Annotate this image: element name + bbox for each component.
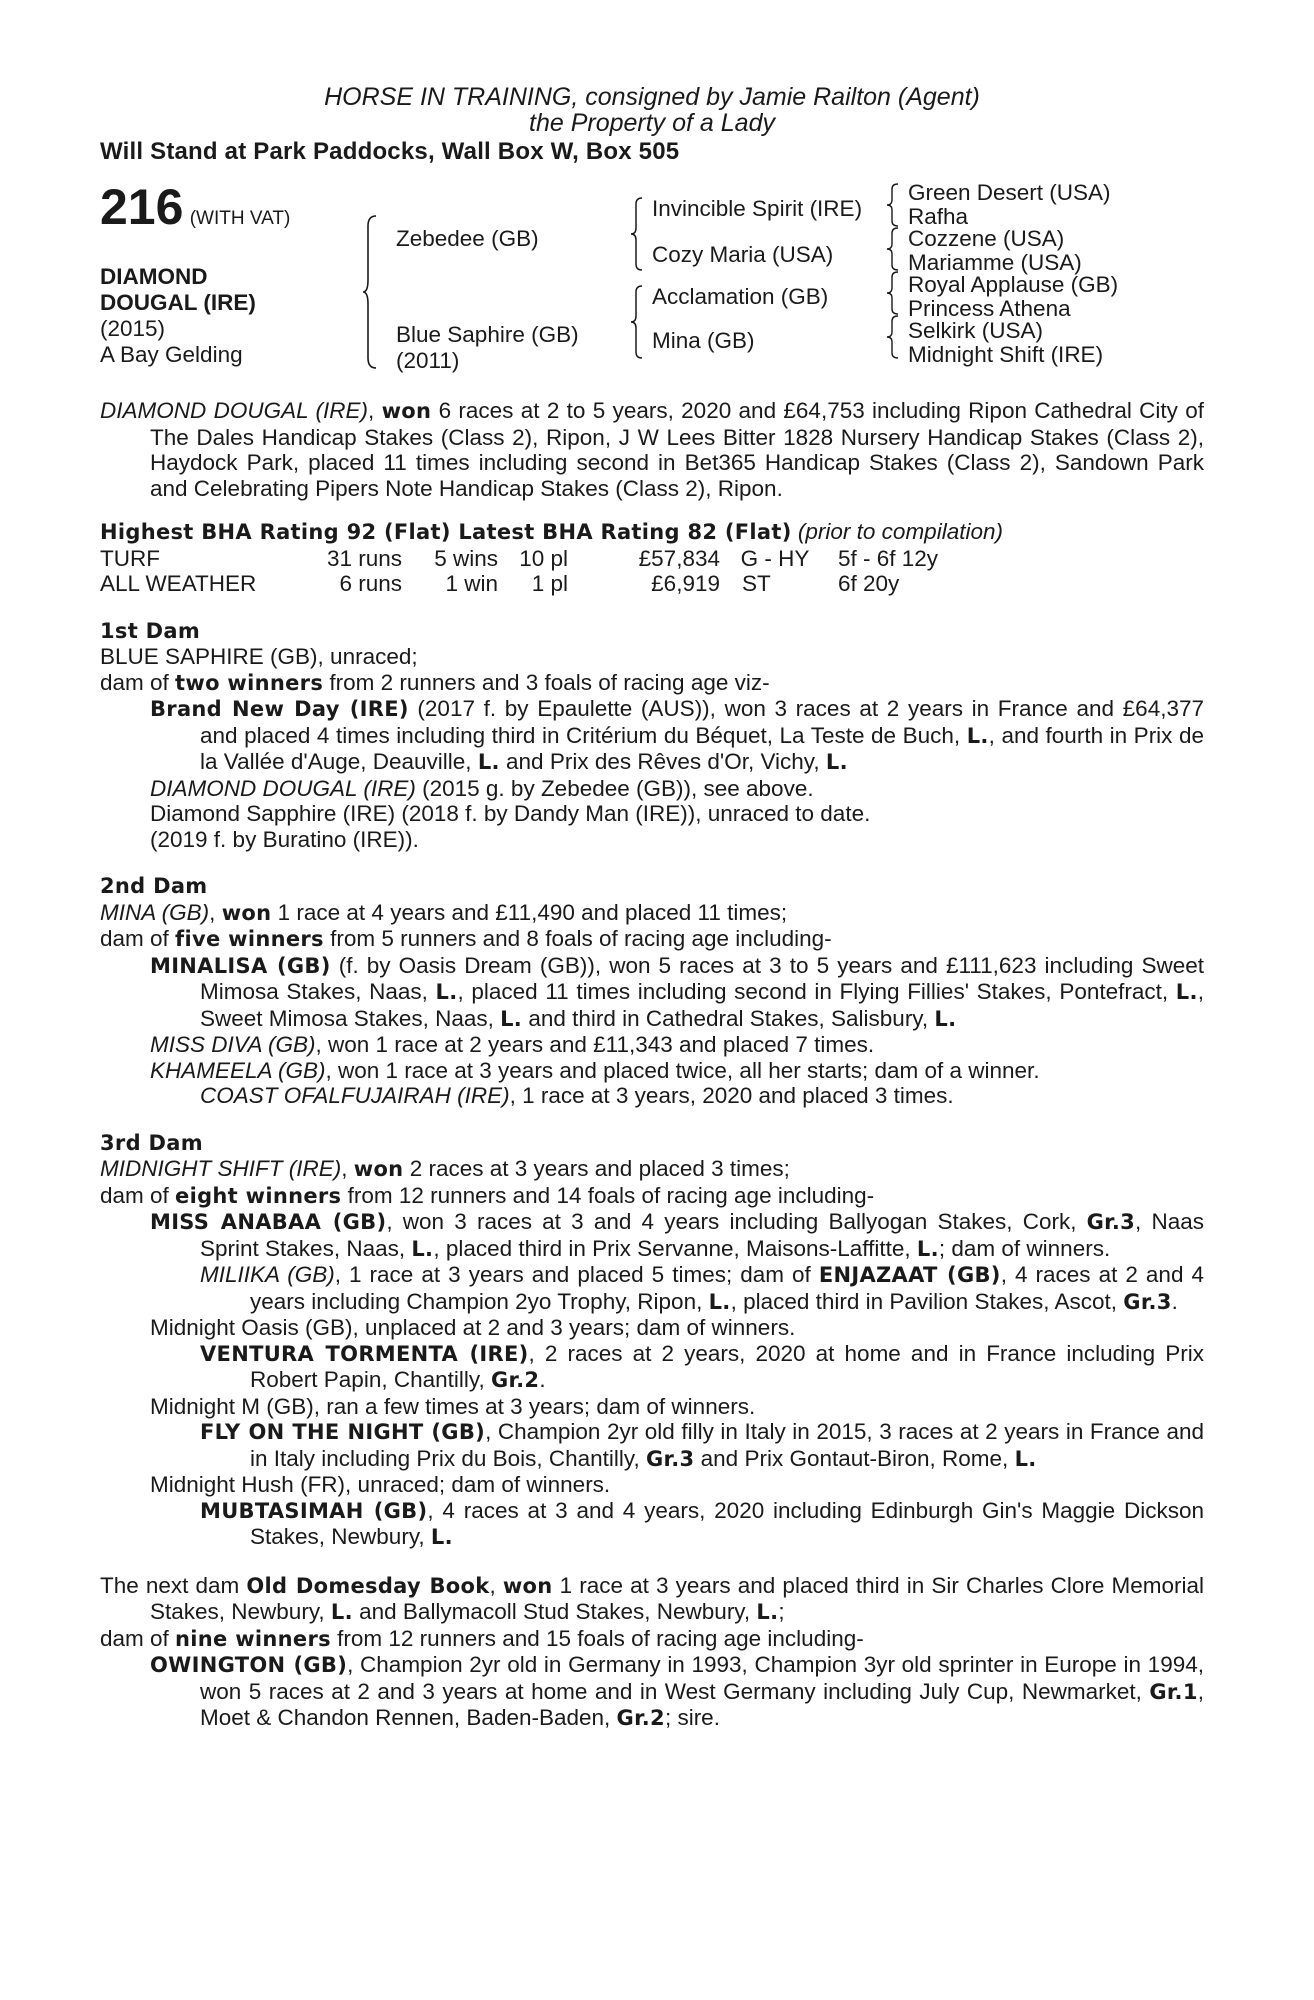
produce-coast-ofalfujairah: COAST OFALFUJAIRAH (IRE), 1 race at 3 years, 2020 and placed 3 times.	[200, 1083, 954, 1108]
produce-midnight-oasis: Midnight Oasis (GB), unplaced at 2 and 3 years; dam of winners.	[150, 1315, 796, 1340]
dam-dam: Mina (GB)	[652, 328, 755, 353]
produce-owington: OWINGTON (GB), Champion 2yr old in Germany in 1993, Champion 3yr old sprinter in Europe in 1994, won 5 races at 2 and 3 years at home and in West Germany including July Cup, Newmarket, Gr.1, Moet & Chandon Rennen, Baden-Baden, Gr.2; sire.	[150, 1652, 1204, 1730]
vat-label: (WITH VAT)	[189, 208, 291, 229]
sire-brace	[630, 196, 644, 272]
first-dam-heading: 1st Dam	[100, 618, 201, 643]
brace-3d	[886, 314, 900, 360]
dam-brace	[630, 284, 644, 360]
produce-midnight-m: Midnight M (GB), ran a few times at 3 years; dam of winners.	[150, 1393, 756, 1419]
third-dam-section: 3rd Dam MIDNIGHT SHIFT (IRE), won 2 races at 3 years and placed 3 times; dam of eight winners from 12 runners and 14 foals of racing age including- MISS ANABAA (GB), won 3 races at 3 and 4 years including Ballyogan Stakes, Cork, Gr.3, Naas Sprint Stakes, Naas, L., placed third in Prix Servanne, Maisons-Laffitte, L.; dam of winners. MILIIKA (GB), 1 race at 3 years and placed 5 times; dam of ENJAZAAT (GB), 4 races at 2 and 4 years including Champion 2yo Trophy, Ripon, L., placed third in Pavilion Stakes, Ascot, Gr.3. Midnight Oasis (GB), unplaced at 2 and 3 years; dam of winners. VENTURA TORMENTA (IRE), 2 races at 2 years, 2020 at home and in France including Prix Robert Papin, Chantilly, Gr.2. Midnight M (GB), ran a few times at 3 years; dam of winners. FLY ON THE NIGHT (GB), Champion 2yr old filly in Italy in 2015, 3 races at 2 years in France and in Italy including Prix du Bois, Chantilly, Gr.3 and Prix Gontaut-Biron, Rome, L. Midnight Hush (FR), unraced; dam of winners. MUBTASIMAH (GB), 4 races at 3 and 4 years, 2020 including Edinburgh Gin's Maggie Dickson Stakes, Newbury, L.	[100, 1130, 1204, 1549]
property-line: the Property of a Lady	[529, 109, 775, 137]
produce-diamond-dougal: DIAMOND DOUGAL (IRE) (2015 g. by Zebedee (GB)), see above.	[150, 775, 814, 801]
horse-description: A Bay Gelding	[100, 342, 243, 367]
second-dam-section: 2nd Dam MINA (GB), won 1 race at 4 years and £11,490 and placed 11 times; dam of five winners from 5 runners and 8 foals of racing age including- MINALISA (GB) (f. by Oasis Dream (GB)), won 5 races at 3 to 5 years and £111,623 including Sweet Mimosa Stakes, Naas, L., placed 11 times including second in Flying Fillies' Stakes, Pontefract, L., Sweet Mimosa Stakes, Naas, L. and third in Cathedral Stakes, Salisbury, L. MISS DIVA (GB), won 1 race at 2 years and £11,343 and placed 7 times. KHAMEELA (GB), won 1 race at 3 years and placed twice, all her starts; dam of a winner. COAST OFALFUJAIRAH (IRE), 1 race at 3 years, 2020 and placed 3 times.	[100, 874, 1204, 1108]
ped-green-desert: Green Desert (USA)	[908, 180, 1111, 205]
ratings-block	[100, 519, 1204, 597]
stats-table	[100, 546, 938, 597]
produce-minalisa: MINALISA (GB) (f. by Oasis Dream (GB)), won 5 races at 3 to 5 years and £111,623 including Sweet Mimosa Stakes, Naas, L., placed 11 times including second in Flying Fillies' Stakes, Pontefract, L., Sweet Mimosa Stakes, Naas, L. and third in Cathedral Stakes, Salisbury, L.	[150, 952, 1204, 1031]
stats-row-turf: TURF 31 runs 5 wins 10 pl £57,834 G - HY 5f - 6f 12y	[100, 545, 939, 571]
ped-cozzene: Cozzene (USA)	[908, 226, 1065, 251]
brace-3b	[886, 226, 900, 272]
ped-royal-applause: Royal Applause (GB)	[908, 272, 1119, 297]
produce-miliika: MILIIKA (GB), 1 race at 3 years and placed 5 times; dam of ENJAZAAT (GB), 4 races at 2 and 4 years including Champion 2yo Trophy, Ripon, L., placed third in Pavilion Stakes, Ascot, Gr.3.	[200, 1262, 1204, 1314]
consignment-line: HORSE IN TRAINING, consigned by Jamie Railton (Agent)	[324, 83, 980, 111]
produce-mubtasimah: MUBTASIMAH (GB), 4 races at 3 and 4 years, 2020 including Edinburgh Gin's Maggie Dickson Stakes, Newbury, L.	[200, 1497, 1204, 1549]
ped-midnight-shift: Midnight Shift (IRE)	[908, 342, 1104, 367]
rating-note: (prior to compilation)	[797, 519, 1003, 544]
brace-3a	[886, 182, 900, 228]
brace-3c	[886, 270, 900, 316]
race-summary: DIAMOND DOUGAL (IRE), won 6 races at 2 to 5 years, 2020 and £64,753 including Ripon Cathedral City of The Dales Handicap Stakes (Class 2), Ripon, J W Lees Bitter 1828 Nursery Handicap Stakes (Class 2), Haydock Park, placed 11 times including second in Bet365 Handicap Stakes (Class 2), Sandown Park and Celebrating Pipers Note Handicap Stakes (Class 2), Ripon.	[100, 398, 1204, 501]
produce-diamond-sapphire: Diamond Sapphire (IRE) (2018 f. by Dandy Man (IRE)), unraced to date.	[150, 801, 871, 826]
produce-fly-on-the-night: FLY ON THE NIGHT (GB), Champion 2yr old filly in Italy in 2015, 3 races at 2 years in France and in Italy including Prix du Bois, Chantilly, Gr.3 and Prix Gontaut-Biron, Rome, L.	[200, 1419, 1204, 1471]
next-dam-line: The next dam Old Domesday Book, won 1 race at 3 years and placed third in Sir Charles Clore Memorial Stakes, Newbury, L. and Ballymacoll Stud Stakes, Newbury, L.;	[100, 1572, 1204, 1624]
produce-2019-filly: (2019 f. by Buratino (IRE)).	[150, 826, 419, 852]
ped-rafha: Rafha	[908, 204, 969, 229]
second-dam-heading: 2nd Dam	[100, 874, 208, 898]
horse-name-line2: DOUGAL (IRE)	[100, 290, 256, 315]
stand-line: Will Stand at Park Paddocks, Wall Box W, Box 505	[100, 138, 680, 165]
sire-dam: Cozy Maria (USA)	[652, 242, 834, 267]
produce-miss-anabaa: MISS ANABAA (GB), won 3 races at 3 and 4 years including Ballyogan Stakes, Cork, Gr.3, Naas Sprint Stakes, Naas, L., placed third in Prix Servanne, Maisons-Laffitte, L.; dam of winners.	[150, 1209, 1204, 1261]
ped-mariamme: Mariamme (USA)	[908, 250, 1082, 275]
ped-selkirk: Selkirk (USA)	[908, 318, 1044, 343]
lot-number: 216	[100, 179, 184, 235]
horse-name-line1: DIAMOND	[100, 264, 208, 289]
first-dam-section: 1st Dam BLUE SAPHIRE (GB), unraced; dam of two winners from 2 runners and 3 foals of racing age viz- Brand New Day (IRE) (2017 f. by Epaulette (AUS)), won 3 races at 2 years in France and £64,377 and placed 4 times including third in Critérium du Béquet, La Teste de Buch, L., and fourth in Prix de la Vallée d'Auge, Deauville, L. and Prix des Rêves d'Or, Vichy, L. DIAMOND DOUGAL (IRE) (2015 g. by Zebedee (GB)), see above. Diamond Sapphire (IRE) (2018 f. by Dandy Man (IRE)), unraced to date. (2019 f. by Buratino (IRE)).	[100, 618, 1205, 852]
lot-number-line	[100, 179, 291, 235]
dam-sire: Acclamation (GB)	[652, 284, 829, 309]
produce-brand-new-day: Brand New Day (IRE) (2017 f. by Epaulette (AUS)), won 3 races at 2 years in France and £64,377 and placed 4 times including third in Critérium du Béquet, La Teste de Buch, L., and fourth in Prix de la Vallée d'Auge, Deauville, L. and Prix des Rêves d'Or, Vichy, L.	[150, 696, 1205, 774]
pedigree-block	[100, 176, 1204, 436]
sire-sire: Invincible Spirit (IRE)	[652, 196, 863, 221]
catalogue-page	[100, 84, 1204, 1732]
produce-midnight-hush: Midnight Hush (FR), unraced; dam of winners.	[150, 1472, 611, 1497]
next-dam-section: The next dam Old Domesday Book, won 1 race at 3 years and placed third in Sir Charles Clore Memorial Stakes, Newbury, L. and Ballymacoll Stud Stakes, Newbury, L.; dam of nine winners from 12 runners and 15 foals of racing age including- OWINGTON (GB), Champion 2yr old in Germany in 1993, Champion 3yr old sprinter in Europe in 1994, won 5 races at 2 and 3 years at home and in West Germany including July Cup, Newmarket, Gr.1, Moet & Chandon Rennen, Baden-Baden, Gr.2; sire.	[100, 1572, 1204, 1730]
produce-miss-diva: MISS DIVA (GB), won 1 race at 2 years and £11,343 and placed 7 times.	[150, 1032, 875, 1057]
foaling-year: (2015)	[100, 316, 166, 341]
sire: Zebedee (GB)	[396, 226, 539, 251]
ped-princess-athena: Princess Athena	[908, 296, 1071, 321]
produce-ventura-tormenta: VENTURA TORMENTA (IRE), 2 races at 2 years, 2020 at home and in France including Prix Robert Papin, Chantilly, Gr.2.	[200, 1340, 1204, 1392]
bha-rating: Highest BHA Rating 92 (Flat) Latest BHA Rating 82 (Flat)	[100, 520, 792, 544]
stats-row-all-weather: ALL WEATHER 6 runs 1 win 1 pl £6,919 ST 6f 20y	[100, 571, 900, 596]
dam-year: (2011)	[396, 348, 460, 373]
produce-khameela: KHAMEELA (GB), won 1 race at 3 years and placed twice, all her starts; dam of a winner.	[150, 1057, 1040, 1083]
third-dam-heading: 3rd Dam	[100, 1130, 203, 1155]
dam: Blue Saphire (GB)	[396, 322, 579, 347]
pedigree-brace	[362, 214, 378, 370]
